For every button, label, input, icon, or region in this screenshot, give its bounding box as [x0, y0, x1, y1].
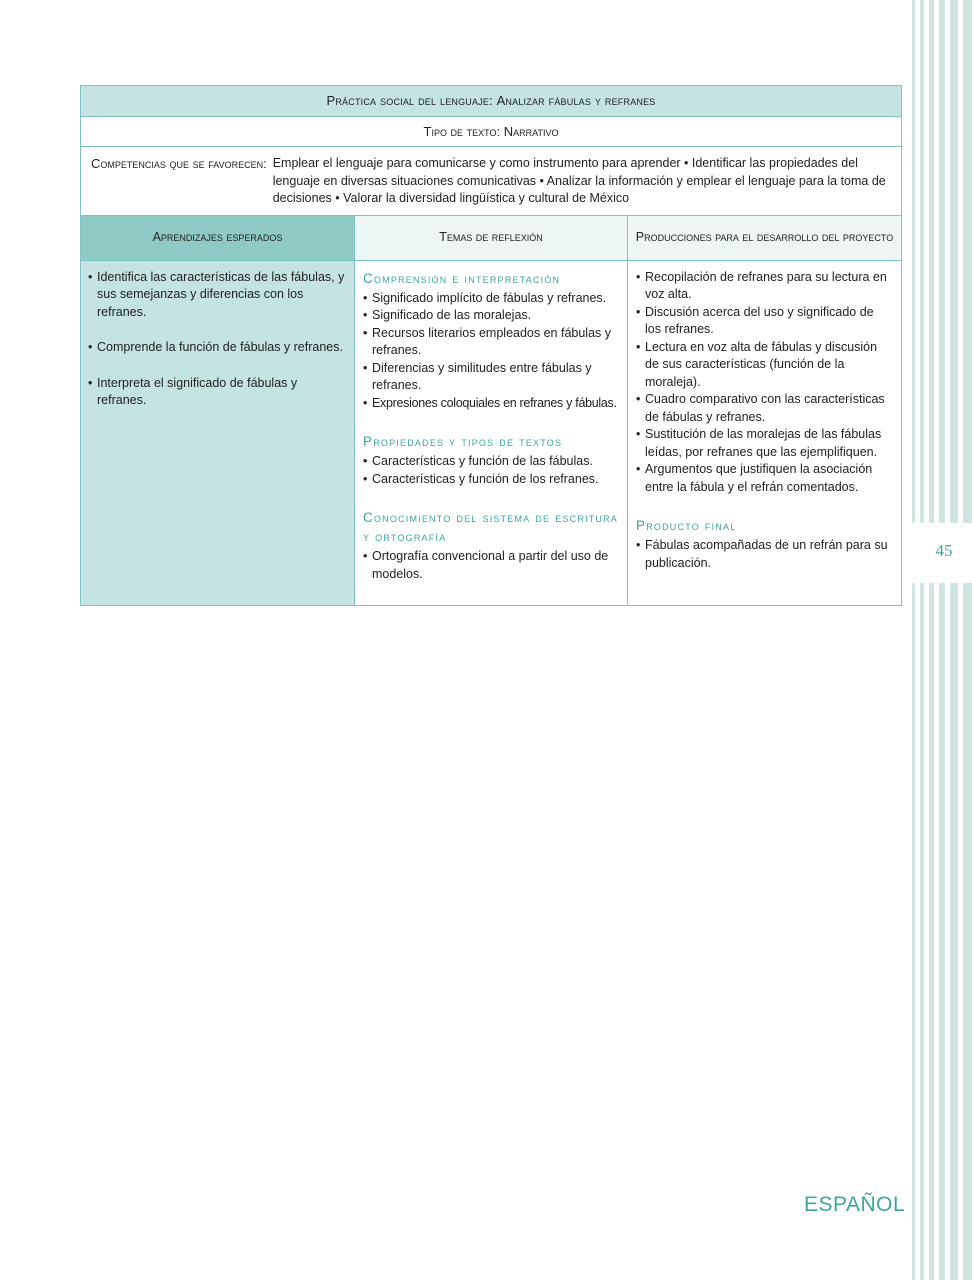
competencias-text: Emplear el lenguaje para comunicarse y como instrumento para aprender • Identificar las propiedades del lenguaje en diversas situaciones comunicativas • Analizar la información y emplear el lenguaje para la toma de decisiones • Valorar la diversidad lingüística y cultural de México — [272, 156, 886, 205]
list-item: • Significado implícito de fábulas y refranes. — [363, 290, 619, 308]
temas-list — [363, 453, 619, 488]
list-item: • Cuadro comparativo con las características de fábulas y refranes. — [636, 391, 893, 426]
practica-row — [81, 86, 901, 117]
page-number: 45 — [935, 541, 953, 560]
stripe — [963, 0, 972, 1280]
list-item: • Fábulas acompañadas de un refrán para su publicación. — [636, 537, 893, 572]
subject-footer: ESPAÑOL — [804, 1193, 906, 1216]
aprendizajes-column — [81, 216, 355, 606]
temas-list — [363, 548, 619, 583]
list-item: • Identifica las características de las fábulas, y sus semejanzas y diferencias con los refranes. — [88, 269, 346, 322]
section-heading: Producto final — [636, 518, 737, 533]
list-item: • Argumentos que justifiquen la asociación entre la fábula y el refrán comentados. — [636, 461, 893, 496]
stripe — [912, 0, 915, 1280]
list-item: • Significado de las moralejas. — [363, 307, 619, 325]
tipo-row — [81, 117, 901, 147]
tipo-label: Tipo de texto: — [423, 124, 501, 139]
section-heading: Comprensión e interpretación — [363, 270, 561, 286]
list-item: • Lectura en voz alta de fábulas y discusión de sus características (función de la moraleja). — [636, 339, 893, 392]
producciones-header: Producciones para el desarrollo del proyecto — [628, 216, 901, 261]
practica-value: Analizar fábulas y refranes — [496, 93, 656, 108]
list-item: • Recopilación de refranes para su lectura en voz alta. — [636, 269, 893, 304]
practica-label: Práctica social del lenguaje: — [326, 93, 493, 108]
temas-list — [363, 290, 619, 413]
section-heading: Propiedades y tipos de textos — [363, 434, 563, 449]
list-item: • Características y función de los refranes. — [363, 471, 619, 489]
producto-final-list — [636, 537, 893, 572]
side-stripes — [912, 0, 972, 1280]
temas-body — [355, 261, 627, 606]
list-item: • Sustitución de las moralejas de las fábulas leídas, por refranes que las ejemplifiquen. — [636, 426, 893, 461]
list-item: • Diferencias y similitudes entre fábulas y refranes. — [363, 360, 619, 395]
competencias-label: Competencias que se favorecen: — [91, 156, 267, 171]
producciones-column — [628, 216, 901, 606]
list-item: • Recursos literarios empleados en fábulas y refranes. — [363, 325, 619, 360]
temas-column — [355, 216, 628, 606]
tipo-value: Narrativo — [503, 124, 559, 139]
stripe — [920, 0, 924, 1280]
stripe — [950, 0, 958, 1280]
stripe — [929, 0, 934, 1280]
temas-header: Temas de reflexión — [355, 216, 627, 261]
list-item: • Interpreta el significado de fábulas y refranes. — [88, 375, 346, 410]
list-item: • Características y función de las fábulas. — [363, 453, 619, 471]
aprendizajes-list — [88, 269, 346, 410]
list-item: • Comprende la función de fábulas y refranes. — [88, 339, 346, 357]
list-item: • Ortografía convencional a partir del uso de modelos. — [363, 548, 619, 583]
producciones-list — [636, 269, 893, 497]
section-heading: Conocimiento del sistema de escritura y ortografía — [363, 510, 619, 544]
producciones-body — [628, 261, 901, 595]
stripe — [939, 0, 945, 1280]
competencias-row — [81, 147, 901, 216]
list-item: • Expresiones coloquiales en refranes y fábulas. — [363, 395, 619, 413]
aprendizajes-body — [81, 261, 354, 450]
columns — [81, 216, 901, 606]
aprendizajes-header: Aprendizajes esperados — [81, 216, 354, 261]
curriculum-table — [80, 85, 902, 606]
list-item: • Discusión acerca del uso y significado de los refranes. — [636, 304, 893, 339]
